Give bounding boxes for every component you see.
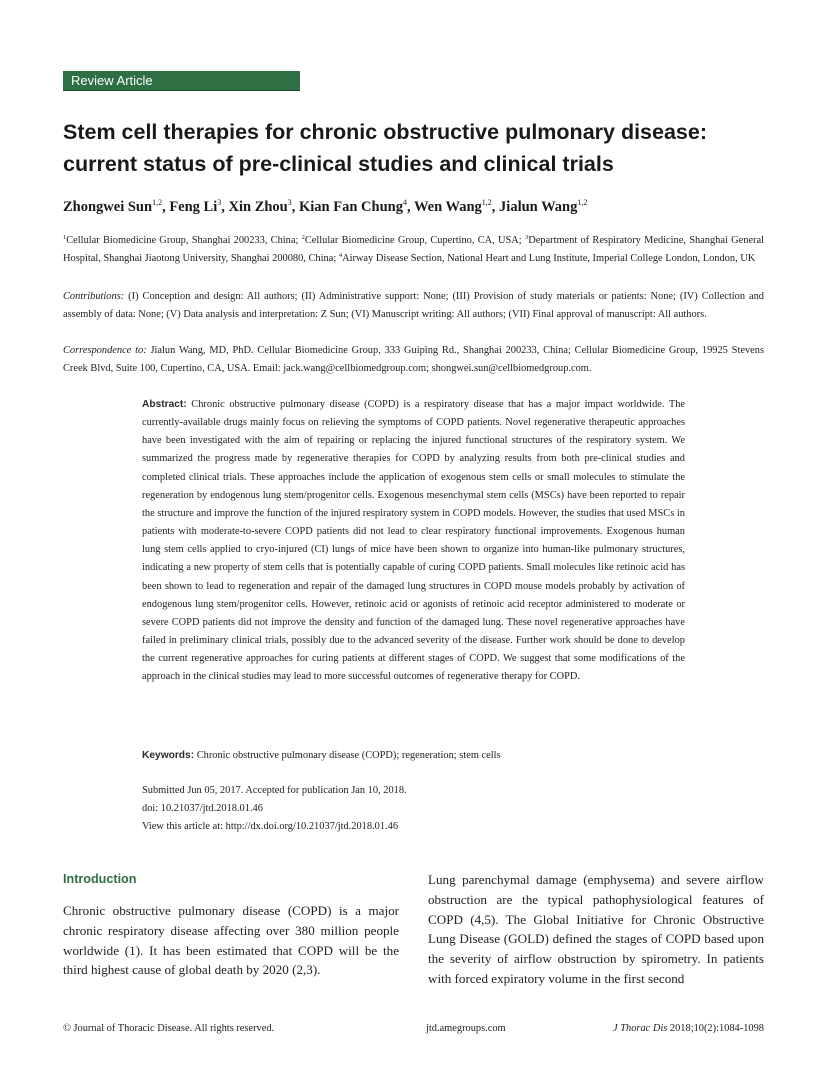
journal-abbrev: J Thorac Dis — [613, 1023, 668, 1034]
abstract-text: Chronic obstructive pulmonary disease (COPD) is a respiratory disease that has a major impact worldwide. The currently-available drugs mainly focus on relieving the symptoms of COPD patients. Novel regenerative therapeutic approaches have been investigated with the aim of repairing or replacing the injured functional structures of the respiratory system. We summarized the progress made by regenerative therapies for COPD by analyzing results from both pre-clinical studies and completed clinical trials. These approaches include the application of exogenous stem cells or small molecules to stimulate the regeneration by endogenous lung stem/progenitor cells. Exogenous mesenchymal stem cells (MSCs) have been reported to repair the structure and improve the function of the injured respiratory system in COPD models. However, the studies that used MSCs in patients with moderate-to-severe COPD patients did not lead to clear respiratory functional improvements. Exogenous human lung stem cells applied to cryo-injured (CI) lungs of mice have been shown to organize into human-like pulmonary structures, indicating a new property of stem cells that is potentially capable of curing COPD patients. Small molecules like retinoic acid has been shown to lead to regeneration and repair of the damaged lung structures in COPD mouse models probably by activation of endogenous lung stem/progenitor cells. However, retinoic acid or agonists of retinoic acid receptor administered to moderate or severe COPD patients did not improve the density and function of the damaged lung. These novel regenerative approaches have failed in preliminary clinical trials, possibly due to the advanced severity of the disease. Further work should be done to develop the current regenerative approaches for curing patients at different stages of COPD. We suggest that some modifications of the approach in the clinical studies may lead to more successful outcomes of regenerative therapy for COPD. — [142, 399, 685, 683]
intro-right-column: Lung parenchymal damage (emphysema) and severe airflow obstruction are the typical pathophysiological features of COPD (4,5). The Global Initiative for Chronic Obstructive Lung Disease (GOLD) defined the stages of COPD based upon the severity of airflow obstruction by spirometry. In patients with forced expiratory volume in the first second — [428, 872, 764, 986]
keywords — [142, 747, 685, 765]
submission-dates: Submitted Jun 05, 2017. Accepted for publication Jan 10, 2018. — [142, 785, 407, 796]
abstract — [142, 396, 685, 687]
author[interactable]: Wen Wang$^{1,2}$ — [413, 198, 492, 215]
author[interactable]: Zhongwei Sun$^{1,2}$ — [63, 198, 163, 215]
correspondence-text: Jialun Wang, MD, PhD. Cellular Biomedicine Group, 333 Guiping Rd., Shanghai 200233, China; Cellular Biomedicine Group, 19925 Stevens Creek Blvd, Suite 100, Cupertino, CA, USA. Email: jack.wang@cellbiomedgroup.com; shongwei.sun@cellbiomedgroup.com. — [63, 345, 765, 375]
correspondence — [63, 342, 764, 378]
doi[interactable]: doi: 10.21037/jtd.2018.01.46 — [142, 803, 263, 815]
contributions: Contributions: (I) Conception and design: All authors; (II) Administrative support: None; (III) Provision of study materials or patients: None; (IV) Collection and assembly of data: None; (V) Data analysis and interpretation: Z Sun; (VI) Manuscript writing: All authors; (VII) Final approval of manuscript: All authors. — [63, 291, 764, 321]
correspondence-label: Correspondence to: — [63, 345, 147, 356]
author[interactable]: Jialun Wang$^{1,2}$ — [499, 198, 588, 215]
article-title: Stem cell therapies for chronic obstructive pulmonary disease: current status of pre-clinical studies and clinical trials — [63, 120, 708, 176]
footer-copyright: © Journal of Thoracic Disease. All rights reserved. — [63, 1023, 275, 1034]
author[interactable]: Kian Fan Chung$^4$ — [299, 198, 407, 215]
article-type-label: Review Article — [71, 73, 153, 88]
article-type-badge — [63, 71, 300, 91]
footer-site-link[interactable]: jtd.amegroups.com — [426, 1023, 506, 1034]
author-list: Zhongwei Sun$^{1,2}$, Feng Li$^3$, Xin Zhou$^3$, Kian Fan Chung$^4$, Wen Wang$^{1,2}$, Jialun Wang$^{1,2}$ — [63, 198, 588, 215]
section-heading-introduction: Introduction — [63, 872, 137, 886]
affiliations: $^1$Cellular Biomedicine Group, Shanghai 200233, China; $^2$Cellular Biomedicine Group, Cupertino, CA, USA; $^3$Department of Respiratory Medicine, Shanghai General Hospital, Shanghai Jiaotong University, Shanghai 200080, China; $^4$Airway Disease Section, National Heart and Lung Institute, Imperial College London, London, UK — [63, 234, 764, 265]
keywords-text: Chronic obstructive pulmonary disease (COPD); regeneration; stem cells — [194, 750, 501, 761]
intro-left-column: Chronic obstructive pulmonary disease (COPD) is a major chronic respiratory disease affecting over 380 million people worldwide (1). It has been estimated that COPD will be the third highest cause of global death by 2020 (2,3). — [63, 903, 399, 978]
abstract-label: Abstract: — [142, 399, 187, 410]
author[interactable]: Xin Zhou$^3$ — [228, 198, 292, 215]
article-link[interactable]: View this article at: http://dx.doi.org/10.21037/jtd.2018.01.46 — [142, 821, 399, 833]
footer-citation: J Thorac Dis 2018;10(2):1084-1098 — [613, 1023, 764, 1034]
submission-info — [142, 782, 685, 837]
keywords-label: Keywords: — [142, 750, 195, 761]
contributions-label: Contributions: — [63, 291, 125, 302]
author[interactable]: Feng Li$^3$ — [169, 198, 222, 215]
